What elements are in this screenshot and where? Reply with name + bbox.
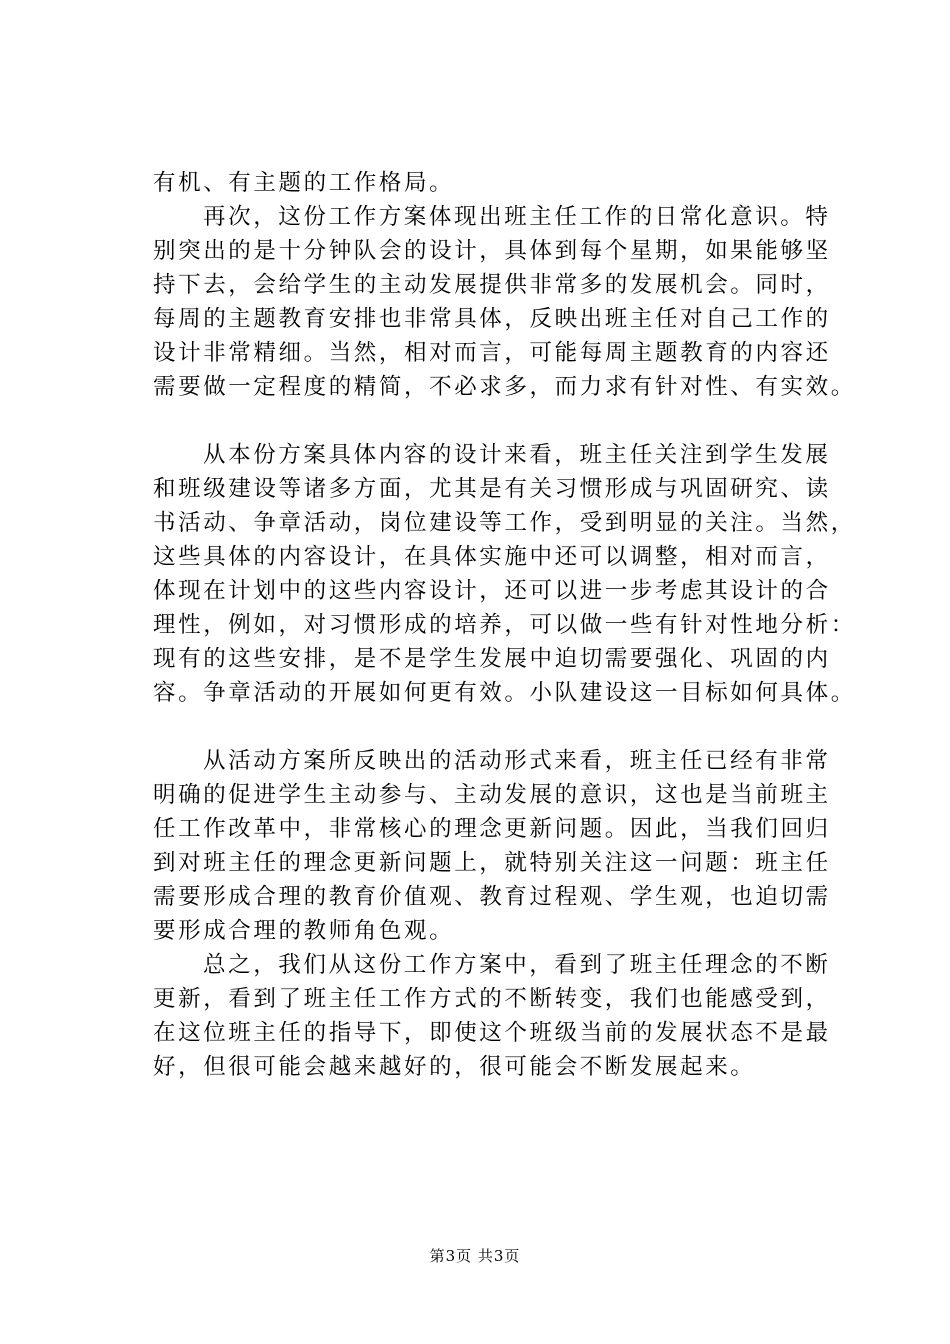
text-line: 明确的促进学生主动参与、主动发展的意识，这也是当前班主	[153, 782, 831, 808]
text-line: 别突出的是十分钟队会的设计，具体到每个星期，如果能够坚	[153, 238, 831, 264]
paragraph-start-line: 总之，我们从这份工作方案中，看到了班主任理念的不断	[203, 952, 831, 978]
text-line: 设计非常精细。当然，相对而言，可能每周主题教育的内容还	[153, 340, 831, 366]
paragraph-start-line: 再次，这份工作方案体现出班主任工作的日常化意识。特	[203, 204, 831, 230]
text-line: 持下去，会给学生的主动发展提供非常多的发展机会。同时，	[153, 272, 831, 298]
text-line: 需要形成合理的教育价值观、教育过程观、学生观，也迫切需	[153, 884, 831, 910]
text-line: 好，但很可能会越来越好的，很可能会不断发展起来。	[153, 1054, 756, 1080]
text-line: 理性，例如，对习惯形成的培养，可以做一些有针对性地分析：	[153, 612, 856, 638]
text-line: 在这位班主任的指导下，即使这个班级当前的发展状态不是最	[153, 1020, 831, 1046]
document-body	[153, 166, 856, 1084]
text-line: 每周的主题教育安排也非常具体，反映出班主任对自己工作的	[153, 306, 831, 332]
page-footer: 第3页 共3页	[429, 1247, 521, 1265]
text-line: 到对班主任的理念更新问题上，就特别关注这一问题：班主任	[153, 850, 831, 876]
text-line: 要形成合理的教师角色观。	[153, 918, 455, 944]
paragraph-start-line: 从本份方案具体内容的设计来看，班主任关注到学生发展	[203, 442, 831, 468]
paragraph-gap	[153, 404, 853, 438]
text-line: 书活动、争章活动，岗位建设等工作，受到明显的关注。当然，	[153, 510, 856, 536]
text-line: 这些具体的内容设计，在具体实施中还可以调整，相对而言，	[153, 544, 831, 570]
text-line: 和班级建设等诸多方面，尤其是有关习惯形成与巩固研究、读	[153, 476, 831, 502]
text-line: 容。争章活动的开展如何更有效。小队建设这一目标如何具体。	[153, 680, 856, 706]
text-line: 体现在计划中的这些内容设计，还可以进一步考虑其设计的合	[153, 578, 831, 604]
text-line: 更新，看到了班主任工作方式的不断转变，我们也能感受到，	[153, 986, 831, 1012]
text-line: 任工作改革中，非常核心的理念更新问题。因此，当我们回归	[153, 816, 831, 842]
text-line: 需要做一定程度的精简，不必求多，而力求有针对性、有实效。	[153, 374, 856, 400]
text-line: 现有的这些安排，是不是学生发展中迫切需要强化、巩固的内	[153, 646, 831, 672]
paragraph-gap	[153, 710, 853, 744]
paragraph-start-line: 从活动方案所反映出的活动形式来看，班主任已经有非常	[203, 748, 831, 774]
text-line: 有机、有主题的工作格局。	[153, 170, 455, 196]
